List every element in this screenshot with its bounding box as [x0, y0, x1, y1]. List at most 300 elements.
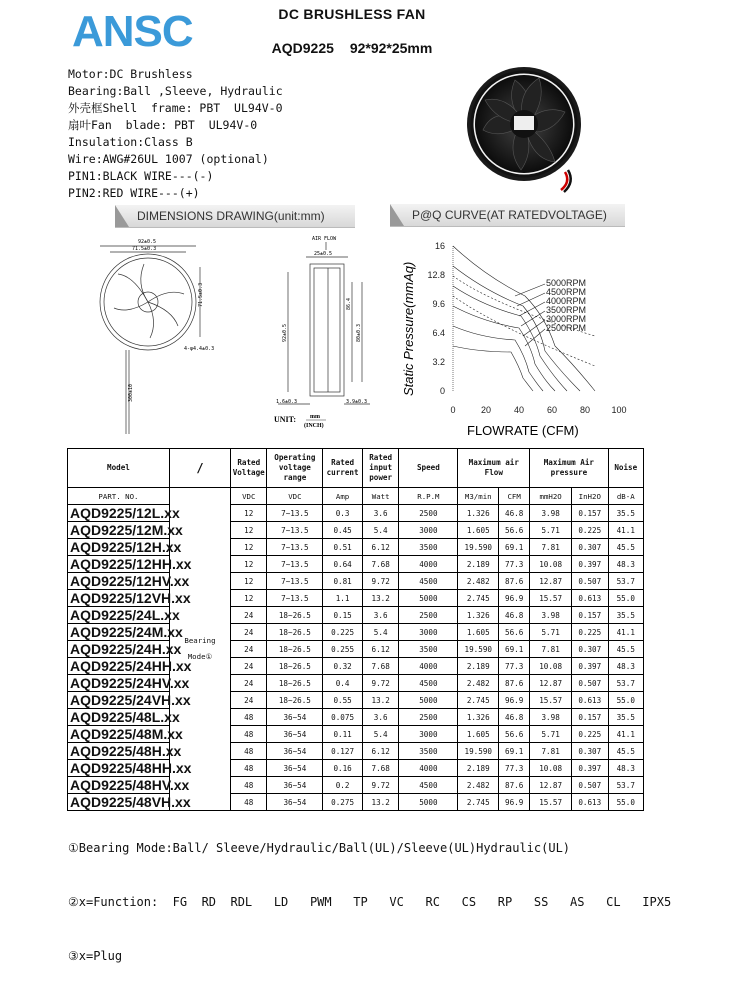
curve-label: 3000RPM [546, 314, 587, 324]
table-row [68, 505, 644, 522]
table-cell: 12.87 [530, 777, 572, 794]
table-cell: 0.64 [323, 556, 363, 573]
table-cell: 0.307 [572, 641, 608, 658]
table-cell: 2.745 [458, 692, 499, 709]
table-cell: 77.3 [499, 556, 530, 573]
curve-label: 4500RPM [546, 287, 587, 297]
table-cell: 12 [231, 539, 267, 556]
table-cell: 0.11 [323, 726, 363, 743]
table-cell: 3.98 [530, 709, 572, 726]
table-cell: 0.225 [572, 726, 608, 743]
dim-side-hub: 86.4 [346, 297, 352, 310]
pq-xlabel: FLOWRATE (CFM) [467, 423, 579, 438]
curve-3500 [453, 306, 555, 391]
table-cell: 7.81 [530, 539, 572, 556]
table-cell: 56.6 [499, 726, 530, 743]
table-cell: 69.1 [499, 743, 530, 760]
table-cell: 0.075 [323, 709, 363, 726]
part-number-cell: AQD9225/12H.xx [68, 539, 170, 556]
table-row [68, 743, 644, 760]
table-cell: 48 [231, 726, 267, 743]
table-cell: 0.397 [572, 760, 608, 777]
th-operating-voltage: Operating voltage range [267, 449, 323, 488]
model-number: AQD9225 [271, 40, 334, 56]
table-cell: 36~54 [267, 743, 323, 760]
table-cell: 0.15 [323, 607, 363, 624]
note-plug: ③x=Plug [68, 949, 123, 963]
table-cell: 7.81 [530, 641, 572, 658]
ansc-logo [72, 7, 193, 56]
table-cell: 12 [231, 573, 267, 590]
table-cell: 69.1 [499, 539, 530, 556]
table-cell: 12 [231, 505, 267, 522]
part-number-cell: AQD9225/48VH.xx [68, 794, 170, 811]
table-cell: 4500 [399, 675, 458, 692]
table-cell: 56.6 [499, 624, 530, 641]
table-cell: 96.9 [499, 794, 530, 811]
table-cell: 24 [231, 675, 267, 692]
spec-line: Bearing:Ball ,Sleeve, Hydraulic [68, 84, 283, 98]
table-cell: 45.5 [608, 641, 643, 658]
table-cell: 55.0 [608, 590, 643, 607]
table-cell: 19.590 [458, 641, 499, 658]
table-cell: 48 [231, 743, 267, 760]
th-air-pressure: Maximum Air pressure [530, 449, 608, 488]
table-row [68, 539, 644, 556]
table-cell: 2.745 [458, 590, 499, 607]
curve-3000 [453, 326, 543, 391]
notes [68, 803, 671, 983]
unit-inch: (INCH) [304, 423, 324, 429]
table-cell: 0.4 [323, 675, 363, 692]
table-cell: 0.255 [323, 641, 363, 658]
curve-label: 2500RPM [546, 323, 587, 333]
part-number-cell: AQD9225/24HV.xx [68, 675, 170, 692]
dim-flange-left: 1.6±0.3 [276, 399, 298, 405]
airflow-label: AIR FLOW [312, 236, 337, 242]
table-cell: 12.87 [530, 675, 572, 692]
table-cell: 3000 [399, 624, 458, 641]
table-cell: 0.32 [323, 658, 363, 675]
table-cell: 4500 [399, 777, 458, 794]
table-cell: 45.5 [608, 743, 643, 760]
table-cell: 19.590 [458, 539, 499, 556]
table-cell: 0.613 [572, 590, 608, 607]
table-cell: 3000 [399, 522, 458, 539]
table-cell: 46.8 [499, 505, 530, 522]
table-cell: 7~13.5 [267, 539, 323, 556]
table-cell: 5.4 [362, 522, 398, 539]
x-tick: 0 [450, 405, 456, 415]
bearing-label-2: Mode① [187, 652, 213, 661]
table-cell: 48 [231, 794, 267, 811]
table-cell: 0.45 [323, 522, 363, 539]
table-cell: 46.8 [499, 607, 530, 624]
svg-text:ANSC: ANSC [72, 7, 193, 56]
table-row [68, 726, 644, 743]
table-cell: 5000 [399, 692, 458, 709]
table-cell: 7~13.5 [267, 573, 323, 590]
table-cell: 18~26.5 [267, 675, 323, 692]
table-cell: 7~13.5 [267, 522, 323, 539]
spec-line: Wire:AWG#26UL 1007 (optional) [68, 152, 269, 166]
fan-photo [465, 62, 583, 194]
spec-line: 外壳框Shell frame: PBT UL94V-0 [68, 101, 283, 115]
table-cell: 2.482 [458, 777, 499, 794]
x-tick: 20 [480, 405, 492, 415]
unit-cell: VDC [267, 488, 323, 505]
table-cell: 0.3 [323, 505, 363, 522]
y-tick: 0 [439, 386, 445, 396]
table-cell: 2.189 [458, 556, 499, 573]
table-cell: 0.2 [323, 777, 363, 794]
part-number-cell: AQD9225/12HV.xx [68, 573, 170, 590]
table-cell: 13.2 [362, 590, 398, 607]
x-tick: 80 [579, 405, 591, 415]
table-cell: 4000 [399, 658, 458, 675]
table-cell: 10.08 [530, 556, 572, 573]
pq-curve-heading [390, 204, 625, 227]
dim-hole-vertical: 71.5±0.3 [198, 282, 204, 307]
table-cell: 24 [231, 658, 267, 675]
y-tick: 9.6 [432, 299, 445, 309]
table-row [68, 760, 644, 777]
table-cell: 18~26.5 [267, 658, 323, 675]
table-cell: 55.0 [608, 692, 643, 709]
table-cell: 5000 [399, 794, 458, 811]
table-cell: 2.482 [458, 573, 499, 590]
table-cell: 0.225 [572, 624, 608, 641]
table-cell: 48.3 [608, 658, 643, 675]
table-cell: 6.12 [362, 743, 398, 760]
table-cell: 3.6 [362, 505, 398, 522]
table-cell: 1.605 [458, 726, 499, 743]
unit-cell: mmH2O [530, 488, 572, 505]
table-cell: 2.189 [458, 760, 499, 777]
doc-title: DC BRUSHLESS FAN [278, 6, 426, 22]
table-cell: 69.1 [499, 641, 530, 658]
th-rated-voltage: Rated Voltage [231, 449, 267, 488]
table-cell: 1.326 [458, 505, 499, 522]
table-row [68, 692, 644, 709]
table-cell: 48 [231, 709, 267, 726]
table-cell: 5.4 [362, 624, 398, 641]
table-cell: 0.613 [572, 794, 608, 811]
table-cell: 2.189 [458, 658, 499, 675]
unit-cell: Watt [362, 488, 398, 505]
table-cell: 0.157 [572, 505, 608, 522]
note-bearing: ①Bearing Mode:Ball/ Sleeve/Hydraulic/Ball(UL)/Sleeve(UL)Hydraulic(UL) [68, 841, 571, 855]
part-number-cell: AQD9225/48L.xx [68, 709, 170, 726]
table-cell: 3000 [399, 726, 458, 743]
th-speed: Speed [399, 449, 458, 488]
table-cell: 18~26.5 [267, 607, 323, 624]
table-cell: 0.225 [323, 624, 363, 641]
unit-label: UNIT: [274, 415, 297, 424]
table-cell: 41.1 [608, 624, 643, 641]
table-cell: 6.12 [362, 641, 398, 658]
spec-table [67, 448, 644, 811]
table-cell: 5.71 [530, 726, 572, 743]
table-cell: 1.326 [458, 607, 499, 624]
th-model: Model [68, 449, 170, 488]
table-cell: 35.5 [608, 607, 643, 624]
table-cell: 15.57 [530, 590, 572, 607]
x-tick: 40 [513, 405, 525, 415]
spec-line: Motor:DC Brushless [68, 67, 193, 81]
spec-line: 扇叶Fan blade: PBT UL94V-0 [68, 118, 258, 132]
table-cell: 3.98 [530, 607, 572, 624]
table-cell: 5.71 [530, 522, 572, 539]
table-cell: 10.08 [530, 760, 572, 777]
table-cell: 3500 [399, 641, 458, 658]
table-row [68, 607, 644, 624]
table-cell: 3.98 [530, 505, 572, 522]
table-cell: 1.605 [458, 624, 499, 641]
table-cell: 18~26.5 [267, 692, 323, 709]
th-noise: Noise [608, 449, 643, 488]
table-cell: 9.72 [362, 573, 398, 590]
table-cell: 5.4 [362, 726, 398, 743]
table-cell: 1.326 [458, 709, 499, 726]
table-row [68, 675, 644, 692]
part-number-cell: AQD9225/24HH.xx [68, 658, 170, 675]
dimensions-heading-text: DIMENSIONS DRAWING(unit:mm) [137, 209, 325, 223]
pq-ylabel: Static Pressure(mmAq) [401, 261, 416, 396]
table-cell: 24 [231, 624, 267, 641]
dim-flange: 3.9±0.3 [346, 399, 368, 405]
curve-label: 4000RPM [546, 296, 587, 306]
table-cell: 7.68 [362, 556, 398, 573]
table-row [68, 590, 644, 607]
table-cell: 48 [231, 760, 267, 777]
y-tick: 3.2 [432, 357, 445, 367]
table-cell: 0.127 [323, 743, 363, 760]
table-cell: 7~13.5 [267, 505, 323, 522]
table-cell: 55.0 [608, 794, 643, 811]
table-cell: 7.81 [530, 743, 572, 760]
dim-wire-length: 300±10 [128, 383, 134, 402]
dim-depth: 25±0.5 [314, 251, 333, 257]
table-cell: 53.7 [608, 777, 643, 794]
unit-cell: VDC [231, 488, 267, 505]
unit-cell: InH2O [572, 488, 608, 505]
table-cell: 24 [231, 692, 267, 709]
table-cell: 0.507 [572, 777, 608, 794]
part-number-cell: AQD9225/24H.xx [68, 641, 170, 658]
table-cell: 3500 [399, 743, 458, 760]
table-cell: 0.225 [572, 522, 608, 539]
table-cell: 0.397 [572, 658, 608, 675]
table-cell: 41.1 [608, 726, 643, 743]
curve-label: 5000RPM [546, 278, 587, 288]
table-cell: 0.613 [572, 692, 608, 709]
table-cell: 2500 [399, 709, 458, 726]
table-cell: 18~26.5 [267, 641, 323, 658]
table-cell: 53.7 [608, 675, 643, 692]
fan-size: 92*92*25mm [349, 40, 433, 56]
spec-list [68, 66, 283, 202]
table-cell: 5.71 [530, 624, 572, 641]
table-cell: 0.307 [572, 539, 608, 556]
table-cell: 48.3 [608, 760, 643, 777]
table-cell: 19.590 [458, 743, 499, 760]
table-cell: 1.1 [323, 590, 363, 607]
heading-marker [390, 204, 404, 226]
table-cell: 3500 [399, 539, 458, 556]
table-cell: 10.08 [530, 658, 572, 675]
table-cell: 7.68 [362, 760, 398, 777]
table-cell: 2.745 [458, 794, 499, 811]
table-cell: 12.87 [530, 573, 572, 590]
table-cell: 13.2 [362, 794, 398, 811]
table-cell: 36~54 [267, 794, 323, 811]
dim-side-inner: 80±0.3 [356, 323, 362, 342]
spec-line: Insulation:Class B [68, 135, 193, 149]
unit-cell: Amp [323, 488, 363, 505]
table-cell: 96.9 [499, 692, 530, 709]
part-number-cell: AQD9225/48HV.xx [68, 777, 170, 794]
table-cell: 7.68 [362, 658, 398, 675]
note-function: ②x=Function: FG RD RDL LD PWM TP VC RC CS RP SS AS CL IPX5 [68, 895, 672, 909]
table-cell: 24 [231, 607, 267, 624]
table-cell: 87.6 [499, 777, 530, 794]
y-tick: 16 [434, 241, 445, 251]
bearing-label-1: Bearing [184, 636, 216, 645]
part-number-cell: AQD9225/12M.xx [68, 522, 170, 539]
table-cell: 7~13.5 [267, 590, 323, 607]
table-cell: 3.6 [362, 709, 398, 726]
th-air-flow: Maximum air Flow [458, 449, 530, 488]
part-number-cell: AQD9225/24VH.xx [68, 692, 170, 709]
table-header-row [68, 449, 644, 488]
table-units-row [68, 488, 644, 505]
table-row [68, 573, 644, 590]
table-cell: 35.5 [608, 709, 643, 726]
part-number-cell: AQD9225/24M.xx [68, 624, 170, 641]
table-cell: 3.6 [362, 607, 398, 624]
dim-outer-width: 92±0.5 [138, 239, 157, 245]
table-cell: 46.8 [499, 709, 530, 726]
table-cell: 48.3 [608, 556, 643, 573]
table-cell: 87.6 [499, 675, 530, 692]
table-cell: 48 [231, 777, 267, 794]
table-cell: 12 [231, 556, 267, 573]
x-tick: 100 [611, 405, 627, 415]
part-number-cell: AQD9225/48M.xx [68, 726, 170, 743]
spec-line: PIN2:RED WIRE---(+) [68, 186, 200, 200]
table-row [68, 658, 644, 675]
table-cell: 4000 [399, 760, 458, 777]
table-cell: 77.3 [499, 760, 530, 777]
unit-cell: M3/min [458, 488, 499, 505]
table-cell: 35.5 [608, 505, 643, 522]
table-cell: 2500 [399, 505, 458, 522]
table-cell: 15.57 [530, 692, 572, 709]
part-number-cell: AQD9225/12HH.xx [68, 556, 170, 573]
th-input-power: Rated input power [362, 449, 398, 488]
part-number-cell: AQD9225/12L.xx [68, 505, 170, 522]
table-row [68, 709, 644, 726]
th-slash: / [169, 449, 230, 488]
part-number-cell: AQD9225/48HH.xx [68, 760, 170, 777]
unit-cell: CFM [499, 488, 530, 505]
th-rated-current: Rated current [323, 449, 363, 488]
part-number-cell: AQD9225/12VH.xx [68, 590, 170, 607]
table-cell: 0.507 [572, 573, 608, 590]
table-cell: 9.72 [362, 777, 398, 794]
table-cell: 7~13.5 [267, 556, 323, 573]
model-line [232, 40, 472, 56]
table-cell: 5000 [399, 590, 458, 607]
table-cell: 0.16 [323, 760, 363, 777]
table-cell: 4500 [399, 573, 458, 590]
dim-hole-diameter: 4-φ4.4±0.3 [184, 346, 215, 352]
table-row [68, 641, 644, 658]
table-cell: 41.1 [608, 522, 643, 539]
dimensions-heading [115, 205, 355, 228]
table-cell: 87.6 [499, 573, 530, 590]
table-cell: 45.5 [608, 539, 643, 556]
table-cell: 18~26.5 [267, 624, 323, 641]
spec-line: PIN1:BLACK WIRE---(-) [68, 169, 214, 183]
table-cell: 13.2 [362, 692, 398, 709]
table-cell: 56.6 [499, 522, 530, 539]
table-row [68, 556, 644, 573]
table-cell: 0.81 [323, 573, 363, 590]
table-cell: 0.307 [572, 743, 608, 760]
table-cell: 0.157 [572, 607, 608, 624]
table-cell: 0.397 [572, 556, 608, 573]
x-tick: 60 [546, 405, 558, 415]
dimensions-drawing [88, 232, 378, 442]
table-row [68, 624, 644, 641]
table-cell: 36~54 [267, 726, 323, 743]
curve-label: 3500RPM [546, 305, 587, 315]
table-cell: 12 [231, 590, 267, 607]
table-cell: 2.482 [458, 675, 499, 692]
y-tick: 6.4 [432, 328, 445, 338]
part-number-cell: AQD9225/48H.xx [68, 743, 170, 760]
table-row [68, 522, 644, 539]
unit-cell: PART. NO. [68, 488, 170, 505]
table-cell: 12 [231, 522, 267, 539]
unit-cell: R.P.M [399, 488, 458, 505]
table-cell: 2500 [399, 607, 458, 624]
unit-cell: dB-A [608, 488, 643, 505]
table-cell: 4000 [399, 556, 458, 573]
pq-curve-chart [395, 236, 640, 441]
heading-marker [115, 205, 129, 227]
table-cell: 96.9 [499, 590, 530, 607]
table-cell: 6.12 [362, 539, 398, 556]
table-cell: 36~54 [267, 709, 323, 726]
table-cell: 0.157 [572, 709, 608, 726]
table-cell: 0.55 [323, 692, 363, 709]
table-cell: 0.275 [323, 794, 363, 811]
pq-curve-heading-text: P@Q CURVE(AT RATEDVOLTAGE) [412, 208, 607, 222]
dim-hole-spacing: 71.5±0.3 [132, 246, 157, 252]
part-number-cell: AQD9225/24L.xx [68, 607, 170, 624]
table-cell: 15.57 [530, 794, 572, 811]
dim-side-height: 92±0.5 [282, 323, 288, 342]
unit-mm: mm [310, 414, 320, 420]
table-cell: 0.507 [572, 675, 608, 692]
curve-2500 [453, 346, 533, 391]
table-cell: 24 [231, 641, 267, 658]
y-tick: 12.8 [427, 270, 445, 280]
table-cell: 36~54 [267, 777, 323, 794]
